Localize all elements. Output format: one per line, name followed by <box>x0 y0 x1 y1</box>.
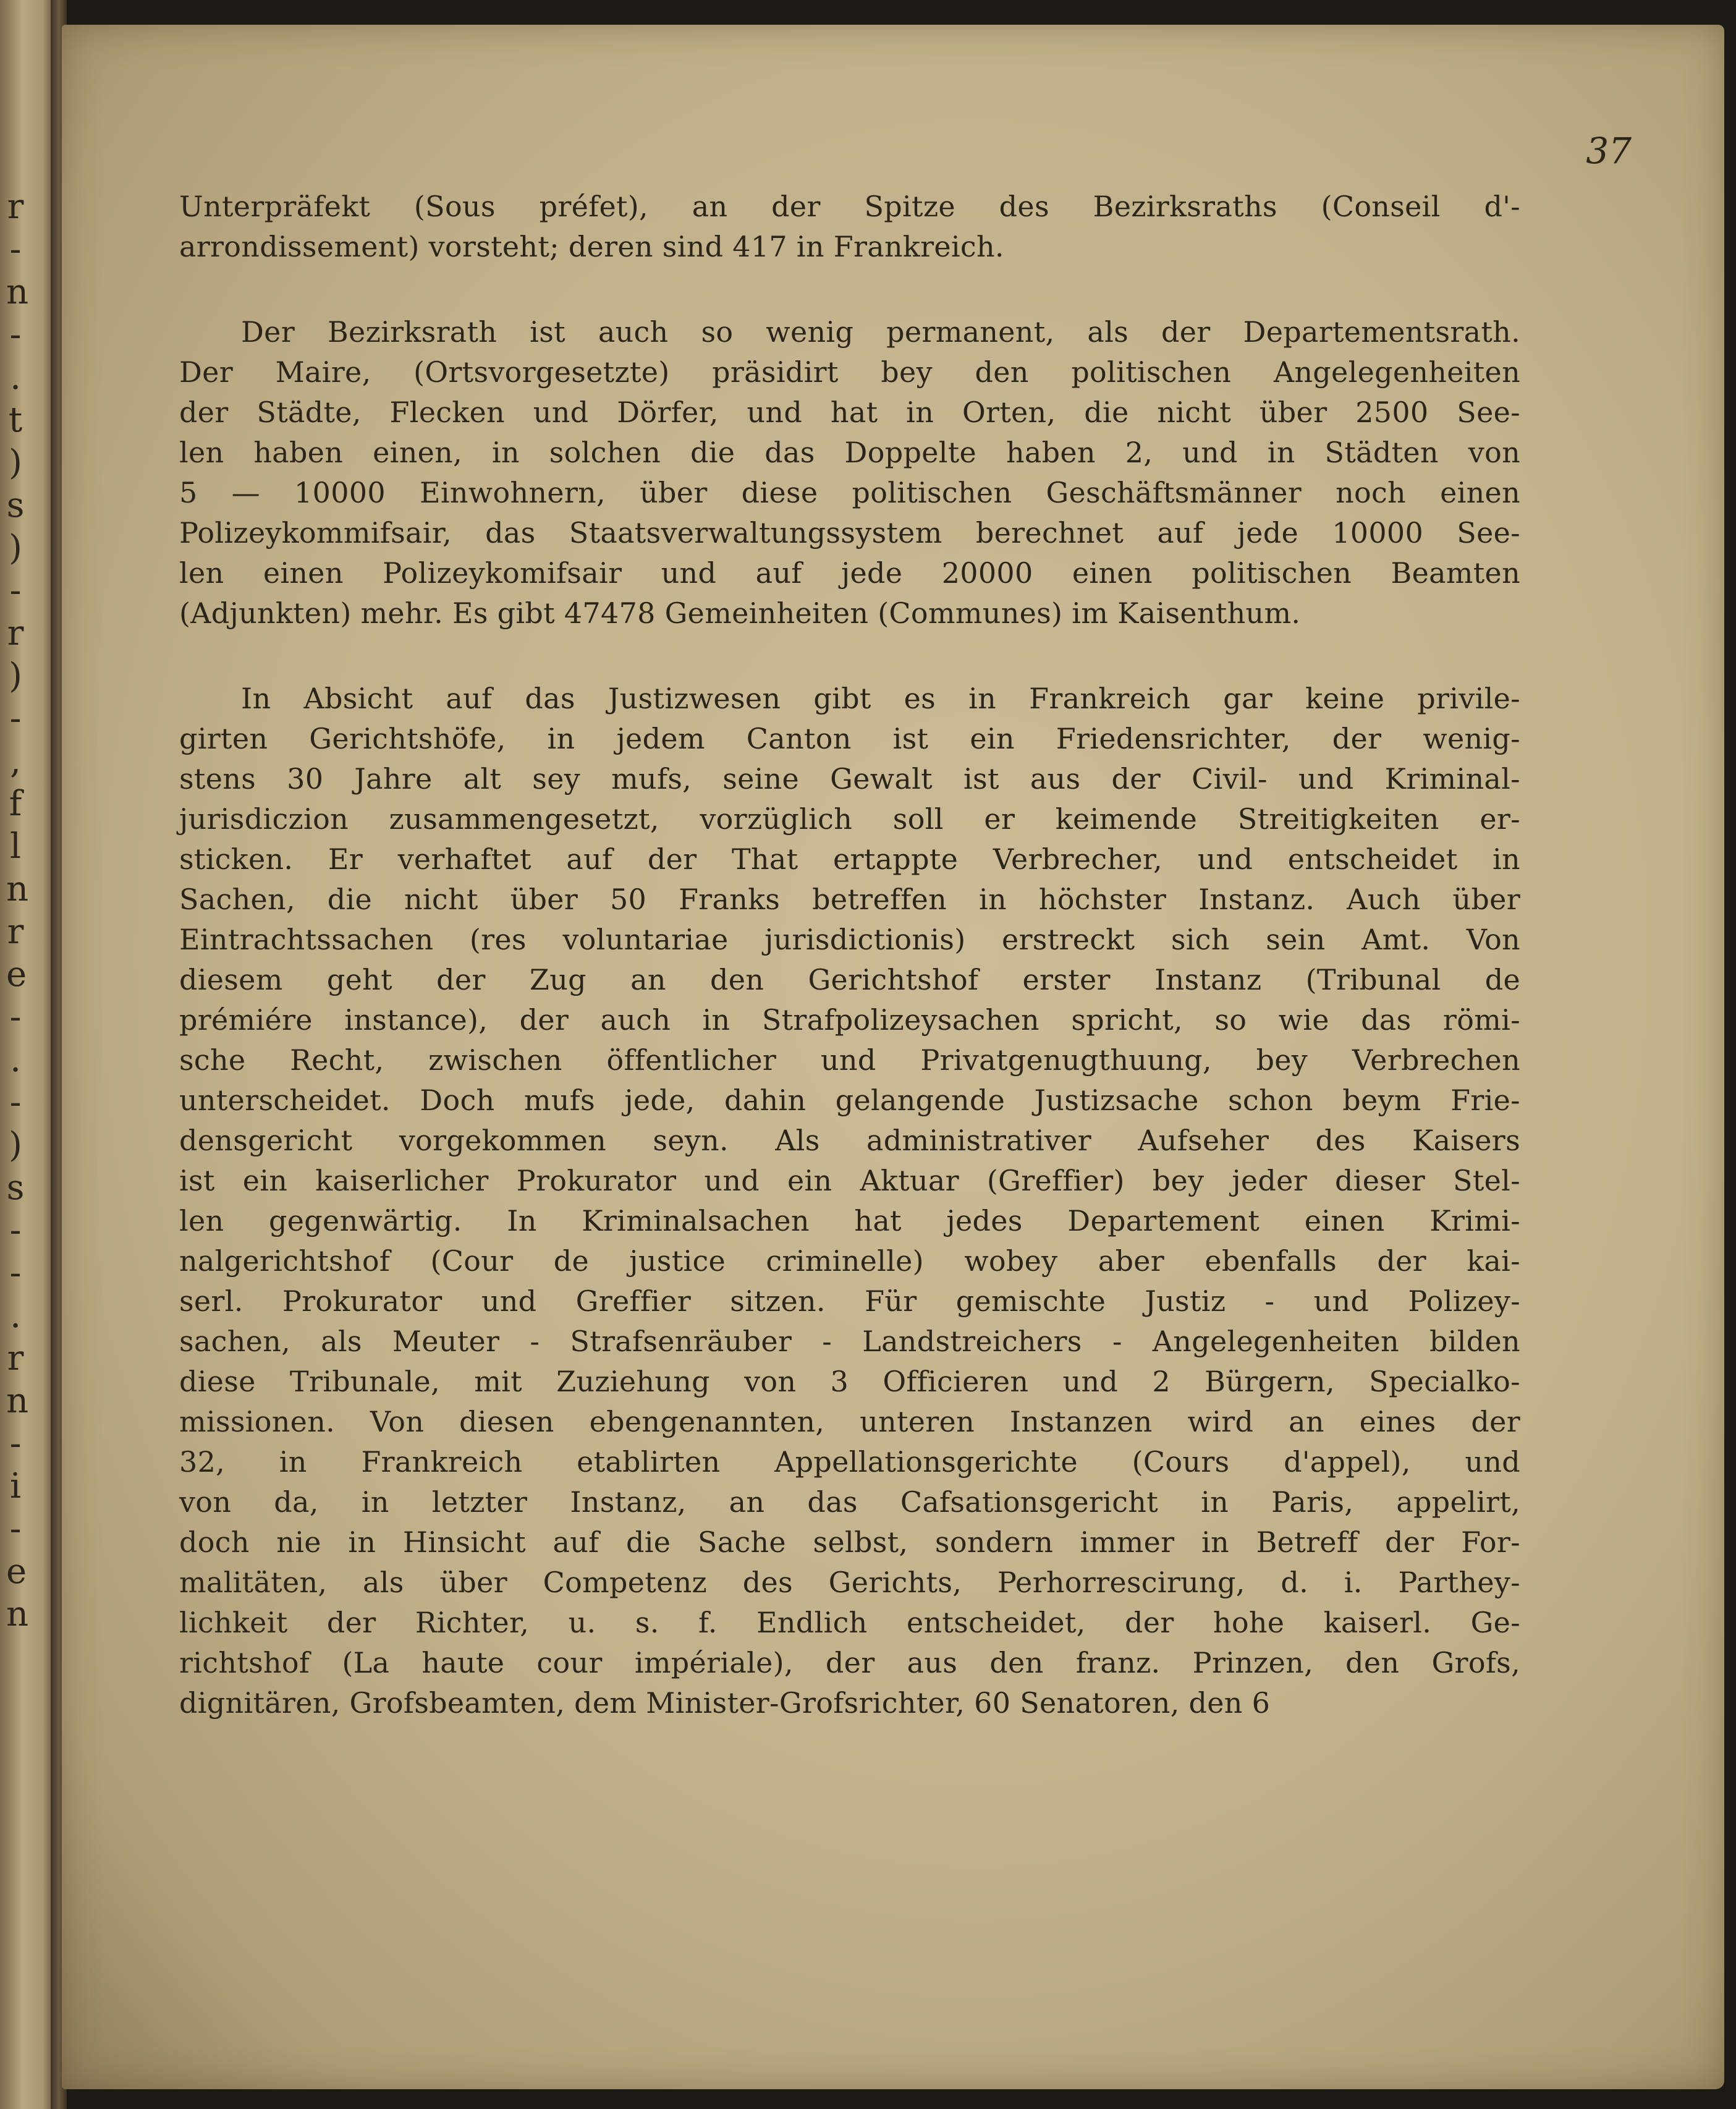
text-line: Eintrachtssachen (res voluntariae jurisdictionis) erstreckt sich sein Amt. Von <box>179 923 1520 956</box>
text-line: prémiére instance), der auch in Strafpolizeysachen spricht, so wie das römi- <box>179 1003 1520 1037</box>
margin-fragment: - <box>9 229 22 269</box>
text-line: len gegenwärtig. In Kriminalsachen hat jedes Departement einen Krimi- <box>179 1204 1520 1237</box>
body-text <box>179 187 1520 1723</box>
text-line: stens 30 Jahre alt sey mufs, seine Gewalt ist aus der Civil- und Kriminal- <box>179 762 1520 796</box>
margin-fragment: r <box>7 912 24 952</box>
text-line: lichkeit der Richter, u. s. f. Endlich entscheidet, der hohe kaiserl. Ge- <box>179 1606 1520 1639</box>
margin-fragment: f <box>9 784 22 824</box>
text-line: densgericht vorgekommen seyn. Als administrativer Aufseher des Kaisers <box>179 1124 1520 1157</box>
margin-fragment: - <box>9 315 22 355</box>
margin-fragment: r <box>7 187 24 227</box>
text-line: Unterpräfekt (Sous préfet), an der Spitze des Bezirksraths (Conseil d'- <box>179 190 1520 223</box>
margin-fragment: - <box>9 1210 22 1250</box>
text-line: girten Gerichtshöfe, in jedem Canton ist ein Friedensrichter, der wenig- <box>179 722 1520 755</box>
margin-fragment: r <box>7 613 24 653</box>
text-line: Der Maire, (Ortsvorgesetzte) präsidirt bey den politischen Angelegenheiten <box>179 355 1520 389</box>
margin-fragment: l <box>10 826 21 867</box>
margin-fragment: r <box>7 1338 24 1378</box>
text-line: sticken. Er verhaftet auf der That ertappte Verbrecher, und entscheidet in <box>179 842 1520 876</box>
margin-fragment: e <box>6 954 27 995</box>
text-line: diesem geht der Zug an den Gerichtshof erster Instanz (Tribunal de <box>179 963 1520 996</box>
text-line: Polizeykommifsair, das Staatsverwaltungssystem berechnet auf jede 10000 See- <box>179 516 1520 550</box>
margin-fragment: . <box>10 1296 21 1336</box>
text-line: diese Tribunale, mit Zuziehung von 3 Officieren und 2 Bürgern, Specialko- <box>179 1365 1520 1398</box>
margin-fragment: n <box>6 1381 29 1421</box>
text-line: jurisdiczion zusammengesetzt, vorzüglich soll er keimende Streitigkeiten er- <box>179 802 1520 836</box>
margin-fragment: ) <box>9 443 22 483</box>
margin-fragment: , <box>10 741 21 781</box>
text-line: Der Bezirksrath ist auch so wenig permanent, als der Departementsrath. <box>241 315 1520 349</box>
margin-fragment: n <box>6 869 29 909</box>
text-line: In Absicht auf das Justizwesen gibt es in Frankreich gar keine privile- <box>241 682 1520 715</box>
margin-fragment: s <box>6 485 25 525</box>
text-line: sachen, als Meuter - Strafsenräuber - Landstreichers - Angelegenheiten bilden <box>179 1325 1520 1358</box>
text-line: len haben einen, in solchen die das Doppelte haben 2, und in Städten von <box>179 436 1520 469</box>
text-line: dignitären, Grofsbeamten, dem Minister-Grofsrichter, 60 Senatoren, den 6 <box>179 1686 1271 1720</box>
text-line: der Städte, Flecken und Dörfer, und hat in Orten, die nicht über 2500 See- <box>179 396 1520 429</box>
margin-fragment: - <box>9 1424 22 1464</box>
text-line: 5 — 10000 Einwohnern, über diese politischen Geschäftsmänner noch einen <box>179 476 1520 509</box>
page-number: 37 <box>1586 130 1632 172</box>
previous-page-fragments <box>6 185 29 1636</box>
paragraph <box>179 679 1520 1723</box>
text-line: malitäten, als über Competenz des Gerichts, Perhorrescirung, d. i. Parthey- <box>179 1566 1520 1599</box>
book-page <box>62 25 1724 2089</box>
text-line: richtshof (La haute cour impériale), der aus den franz. Prinzen, den Grofs, <box>179 1646 1520 1679</box>
previous-page-edge <box>0 0 57 2109</box>
margin-fragment: - <box>9 698 22 739</box>
margin-fragment: - <box>9 997 22 1037</box>
text-line: von da, in letzter Instanz, an das Cafsationsgericht in Paris, appelirt, <box>179 1485 1520 1519</box>
margin-fragment: - <box>9 1253 22 1293</box>
margin-fragment: - <box>9 571 22 611</box>
margin-fragment: ) <box>9 1125 22 1165</box>
margin-fragment: n <box>6 272 29 312</box>
text-line: missionen. Von diesen ebengenannten, unteren Instanzen wird an eines der <box>179 1405 1520 1438</box>
margin-fragment: i <box>10 1466 21 1506</box>
text-line: arrondissement) vorsteht; deren sind 417 in Frankreich. <box>179 230 1004 263</box>
text-line: ist ein kaiserlicher Prokurator und ein Aktuar (Greffier) bey jeder dieser Stel- <box>179 1164 1520 1197</box>
margin-fragment: ) <box>9 528 22 568</box>
text-line: unterscheidet. Doch mufs jede, dahin gelangende Justizsache schon beym Frie- <box>179 1084 1520 1117</box>
margin-fragment: - <box>9 1509 22 1549</box>
margin-fragment: ) <box>9 656 22 696</box>
text-line: (Adjunkten) mehr. Es gibt 47478 Gemeinheiten (Communes) im Kaisenthum. <box>179 596 1301 630</box>
text-line: Sachen, die nicht über 50 Franks betreffen in höchster Instanz. Auch über <box>179 883 1520 916</box>
text-line: len einen Polizeykomifsair und auf jede 20000 einen politischen Beamten <box>179 556 1520 590</box>
text-line: serl. Prokurator und Greffier sitzen. Für gemischte Justiz - und Polizey- <box>179 1284 1520 1318</box>
margin-fragment: t <box>8 400 23 440</box>
paragraph <box>179 187 1520 267</box>
margin-fragment: - <box>9 1082 22 1122</box>
margin-fragment: . <box>10 1040 21 1080</box>
paragraph <box>179 312 1520 634</box>
margin-fragment: e <box>6 1551 27 1592</box>
text-line: 32, in Frankreich etablirten Appellationsgerichte (Cours d'appel), und <box>179 1445 1520 1479</box>
text-line: nalgerichtshof (Cour de justice criminelle) wobey aber ebenfalls der kai- <box>179 1244 1520 1278</box>
text-line: sche Recht, zwischen öffentlicher und Privatgenugthuung, bey Verbrechen <box>179 1043 1520 1077</box>
text-line: doch nie in Hinsicht auf die Sache selbst, sondern immer in Betreff der For- <box>179 1526 1520 1559</box>
margin-fragment: . <box>10 357 21 397</box>
margin-fragment: s <box>6 1168 25 1208</box>
margin-fragment: n <box>6 1594 29 1634</box>
